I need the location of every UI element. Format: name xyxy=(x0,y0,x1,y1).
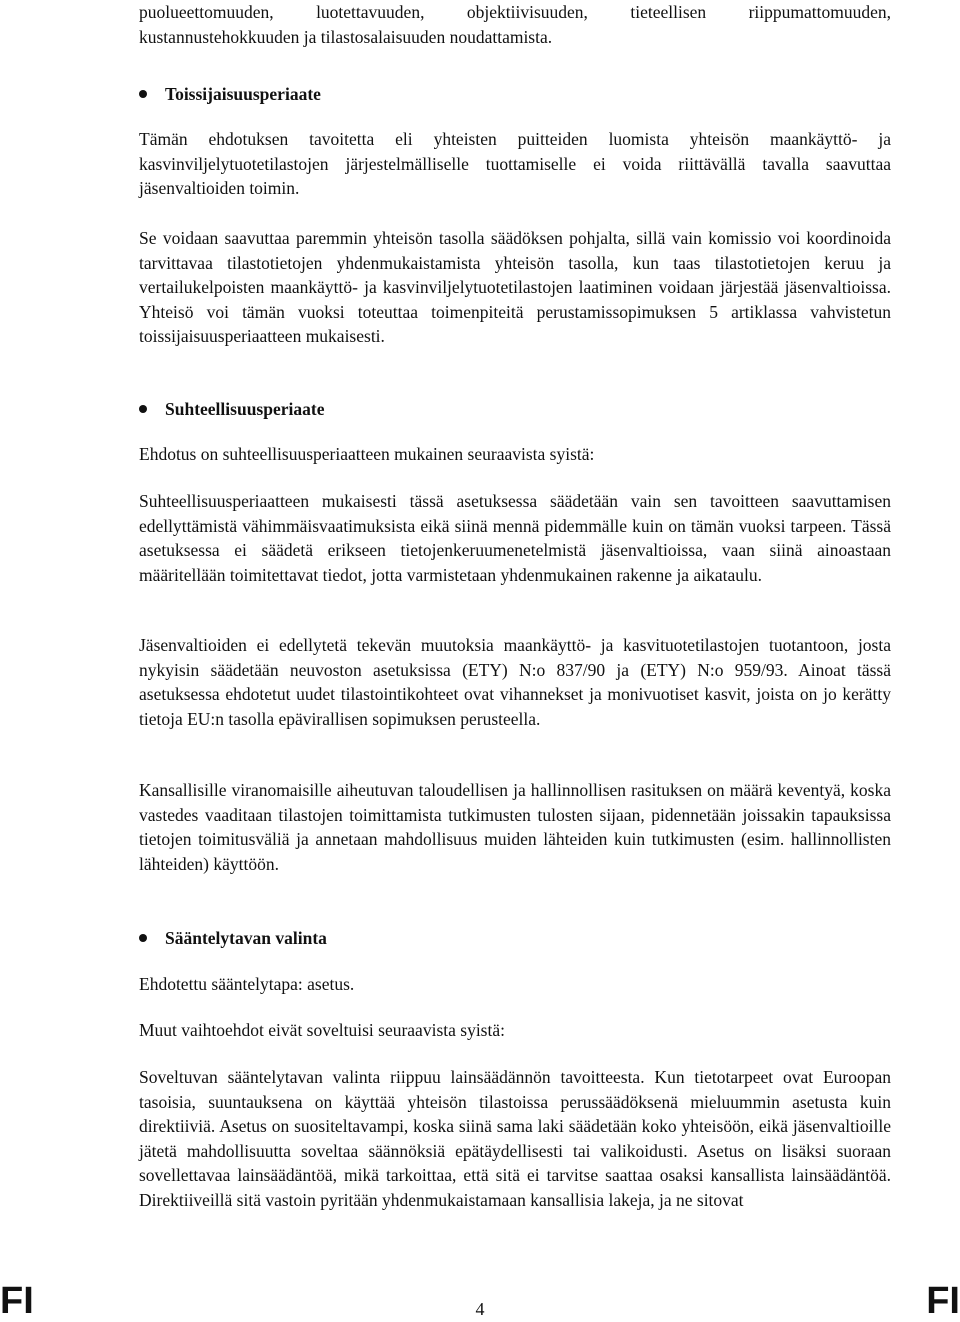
page-number: 4 xyxy=(475,1299,485,1319)
heading-proportionality xyxy=(139,397,891,422)
bullet-icon xyxy=(139,90,147,98)
paragraph-instrument-2: Muut vaihtoehdot eivät soveltuisi seuraavista syistä: xyxy=(139,1020,505,1040)
heading-instrument-choice xyxy=(139,926,891,951)
heading-proportionality-text: Suhteellisuusperiaate xyxy=(165,399,325,419)
bullet-icon xyxy=(139,405,147,413)
bullet-icon xyxy=(139,934,147,942)
paragraph-proportionality-3: Jäsenvaltioiden ei edellytetä tekevän muutoksia maankäyttö- ja kasvituotetilastojen tuotantoon, josta nykyisin säädetään neuvoston asetuksissa (ETY) N:o 837/90 ja (ETY) N:o 959/93. Ainoat tässä asetuksessa ehdotetut uudet tilastointikohteet ovat vihannekset ja monivuotiset kasvit, joista on jo kerätty tietoja EU:n tasolla epävirallisen sopimuksen perusteella. xyxy=(139,635,891,729)
paragraph-subsidiarity-1: Tämän ehdotuksen tavoitetta eli yhteisten puitteiden luomista yhteisön maankäyttö- ja kasvinviljelytuotetilastojen järjestelmälliselle tuottamiselle ei voida riittävällä tavalla saavuttaa jäsenvaltioiden toimin. xyxy=(139,129,891,198)
footer-language-code-right: FI xyxy=(926,1280,960,1322)
heading-subsidiarity xyxy=(139,82,891,107)
paragraph-subsidiarity-2: Se voidaan saavuttaa paremmin yhteisön tasolla säädöksen pohjalta, sillä vain komissio voi koordinoida tarvittavaa tilastotietojen yhdenmukaistamista yhteisön tasolla, kun taas tilastotietojen keruu ja vertailukelpoisten maankäyttö- ja kasvinviljelytuotetilastojen laatiminen voidaan järjestää jäsenvaltioissa. Yhteisö voi tämän vuoksi toteuttaa toimenpiteitä perustamissopimuksen 5 artiklassa vahvistetun toissijaisuusperiaatteen mukaisesti. xyxy=(139,228,891,346)
footer-language-code-left: FI xyxy=(0,1280,34,1322)
heading-subsidiarity-text: Toissijaisuusperiaate xyxy=(165,84,321,104)
paragraph-instrument-1: Ehdotettu sääntelytapa: asetus. xyxy=(139,974,355,994)
heading-instrument-choice-text: Sääntelytavan valinta xyxy=(165,928,327,948)
paragraph-instrument-3: Soveltuvan sääntelytavan valinta riippuu lainsäädännön tavoitteesta. Kun tietotarpeet ovat Euroopan tasoisia, suuntauksena on käyttää yhteisön tilastoissa perussäädöksenä mieluummin asetusta kuin direktiiviä. Asetus on suositeltavampi, koska siinä sama laki säädetään koko yhteisöön, eikä jäsenvaltioille jätetä mahdollisuutta soveltaa säännöksiä epätäydellisesti tai valikoidusti. Asetus on lisäksi suoraan sovellettavaa lainsäädäntöä, mikä tarkoittaa, että sitä ei tarvitse saattaa osaksi kansallista lainsäädäntöä. Direktiiveillä sitä vastoin pyritään yhdenmukaistamaan kansallisia lakeja, ja ne sitovat xyxy=(139,1067,891,1210)
paragraph-intro-continued: puolueettomuuden, luotettavuuden, objektiivisuuden, tieteellisen riippumattomuuden, kustannustehokkuuden ja tilastosalaisuuden noudattamista. xyxy=(139,2,891,47)
paragraph-proportionality-4: Kansallisille viranomaisille aiheutuvan taloudellisen ja hallinnollisen rasituksen on määrä keventyä, koska vastedes vaaditaan tilastojen toimittamista tutkimusten tulosten sijaan, pidennetään joissakin tapauksissa tietojen toimitusväliä ja annetaan mahdollisuus muiden lähteiden kuin tutkimusten (esim. hallinnollisten lähteiden) käyttöön. xyxy=(139,780,891,874)
paragraph-proportionality-1: Ehdotus on suhteellisuusperiaatteen mukainen seuraavista syistä: xyxy=(139,444,595,464)
paragraph-proportionality-2: Suhteellisuusperiaatteen mukaisesti tässä asetuksessa säädetään vain sen tavoitteen saavuttamisen edellyttämistä vähimmäisvaatimuksista eikä siinä mennä pidemmälle kuin on tämän vuoksi tarpeen. Tässä asetuksessa ei säädetä erikseen tietojenkeruumenetelmistä jäsenvaltioissa, vaan siinä ainoastaan määritellään toimitettavat tiedot, jotta varmistetaan yhdenmukainen rakenne ja aikataulu. xyxy=(139,491,891,585)
